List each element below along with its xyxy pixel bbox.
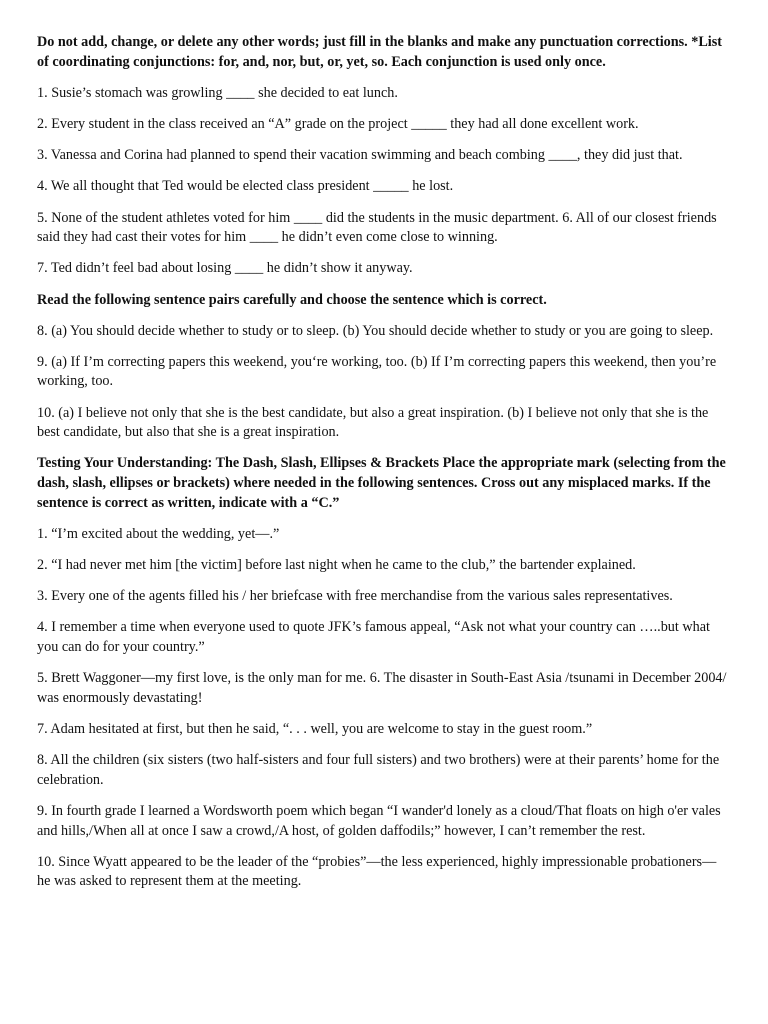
- punctuation-question-4: 4. I remember a time when everyone used to quote JFK’s famous appeal, “Ask not what your country can …..but what you can do for your country.”: [37, 619, 710, 655]
- question-1: 1. Susie’s stomach was growling ____ she decided to eat lunch.: [37, 84, 398, 101]
- sentence-pairs-heading: Read the following sentence pairs carefully and choose the sentence which is correct.: [37, 291, 547, 308]
- punctuation-question-7: 7. Adam hesitated at first, but then he said, “. . . well, you are welcome to stay in the guest room.”: [37, 720, 593, 737]
- question-5-6: 5. None of the student athletes voted for him ____ did the students in the music department. 6. All of our closest friends said they had cast their votes for him ____ he didn’t even come close to winning.: [37, 209, 717, 246]
- question-4: 4. We all thought that Ted would be elected class president _____ he lost.: [37, 178, 454, 195]
- question-9: 9. (a) If I’m correcting papers this weekend, you‘re working, too. (b) If I’m correcting papers this weekend, then you’re working, too.: [37, 353, 717, 390]
- question-8: 8. (a) You should decide whether to study or to sleep. (b) You should decide whether to study or you are going to sleep.: [37, 322, 714, 339]
- punctuation-question-1: 1. “I’m excited about the wedding, yet—.”: [37, 525, 280, 542]
- punctuation-question-5-6: 5. Brett Waggoner—my first love, is the only man for me. 6. The disaster in South-East Asia /tsunami in December 2004/ was enormously devastating!: [37, 670, 727, 706]
- punctuation-question-2: 2. “I had never met him [the victim] before last night when he came to the club,” the bartender explained.: [37, 557, 636, 573]
- question-3: 3. Vanessa and Corina had planned to spend their vacation swimming and beach combing ____, they did just that.: [37, 147, 683, 164]
- punctuation-question-9: 9. In fourth grade I learned a Wordsworth poem which began “I wander'd lonely as a cloud/That floats on high o'er vales and hills,/When all at once I saw a crowd,/A host, of golden daffodils;” however, I can’t remember the rest.: [37, 802, 721, 839]
- question-2: 2. Every student in the class received an “A” grade on the project _____ they had all done excellent work.: [37, 115, 639, 132]
- punctuation-question-3: 3. Every one of the agents filled his / her briefcase with free merchandise from the various sales representatives.: [37, 588, 673, 605]
- instructions-heading: Do not add, change, or delete any other words; just fill in the blanks and make any punctuation corrections. *List of coordinating conjunctions: for, and, nor, but, or, yet, so. Each conjunction is used only once.: [37, 34, 722, 70]
- punctuation-heading: Testing Your Understanding: The Dash, Slash, Ellipses & Brackets Place the appropriate mark (selecting from the dash, slash, ellipses or brackets) where needed in the following sentences. Cross out any misplaced marks. If the sentence is correct as written, indicate with a “C.”: [37, 455, 726, 511]
- punctuation-question-8: 8. All the children (six sisters (two half-sisters and four full sisters) and two brothers) were at their parents’ home for the celebration.: [37, 752, 720, 788]
- punctuation-question-10: 10. Since Wyatt appeared to be the leader of the “probies”—the less experienced, highly impressionable probationers—he was asked to represent them at the meeting.: [37, 853, 717, 890]
- question-7: 7. Ted didn’t feel bad about losing ____ he didn’t show it anyway.: [37, 260, 413, 277]
- document-page: [37, 33, 727, 903]
- question-10: 10. (a) I believe not only that she is the best candidate, but also a great inspiration. (b) I believe not only that she is the best candidate, but also that she is a great inspiration.: [37, 404, 709, 441]
